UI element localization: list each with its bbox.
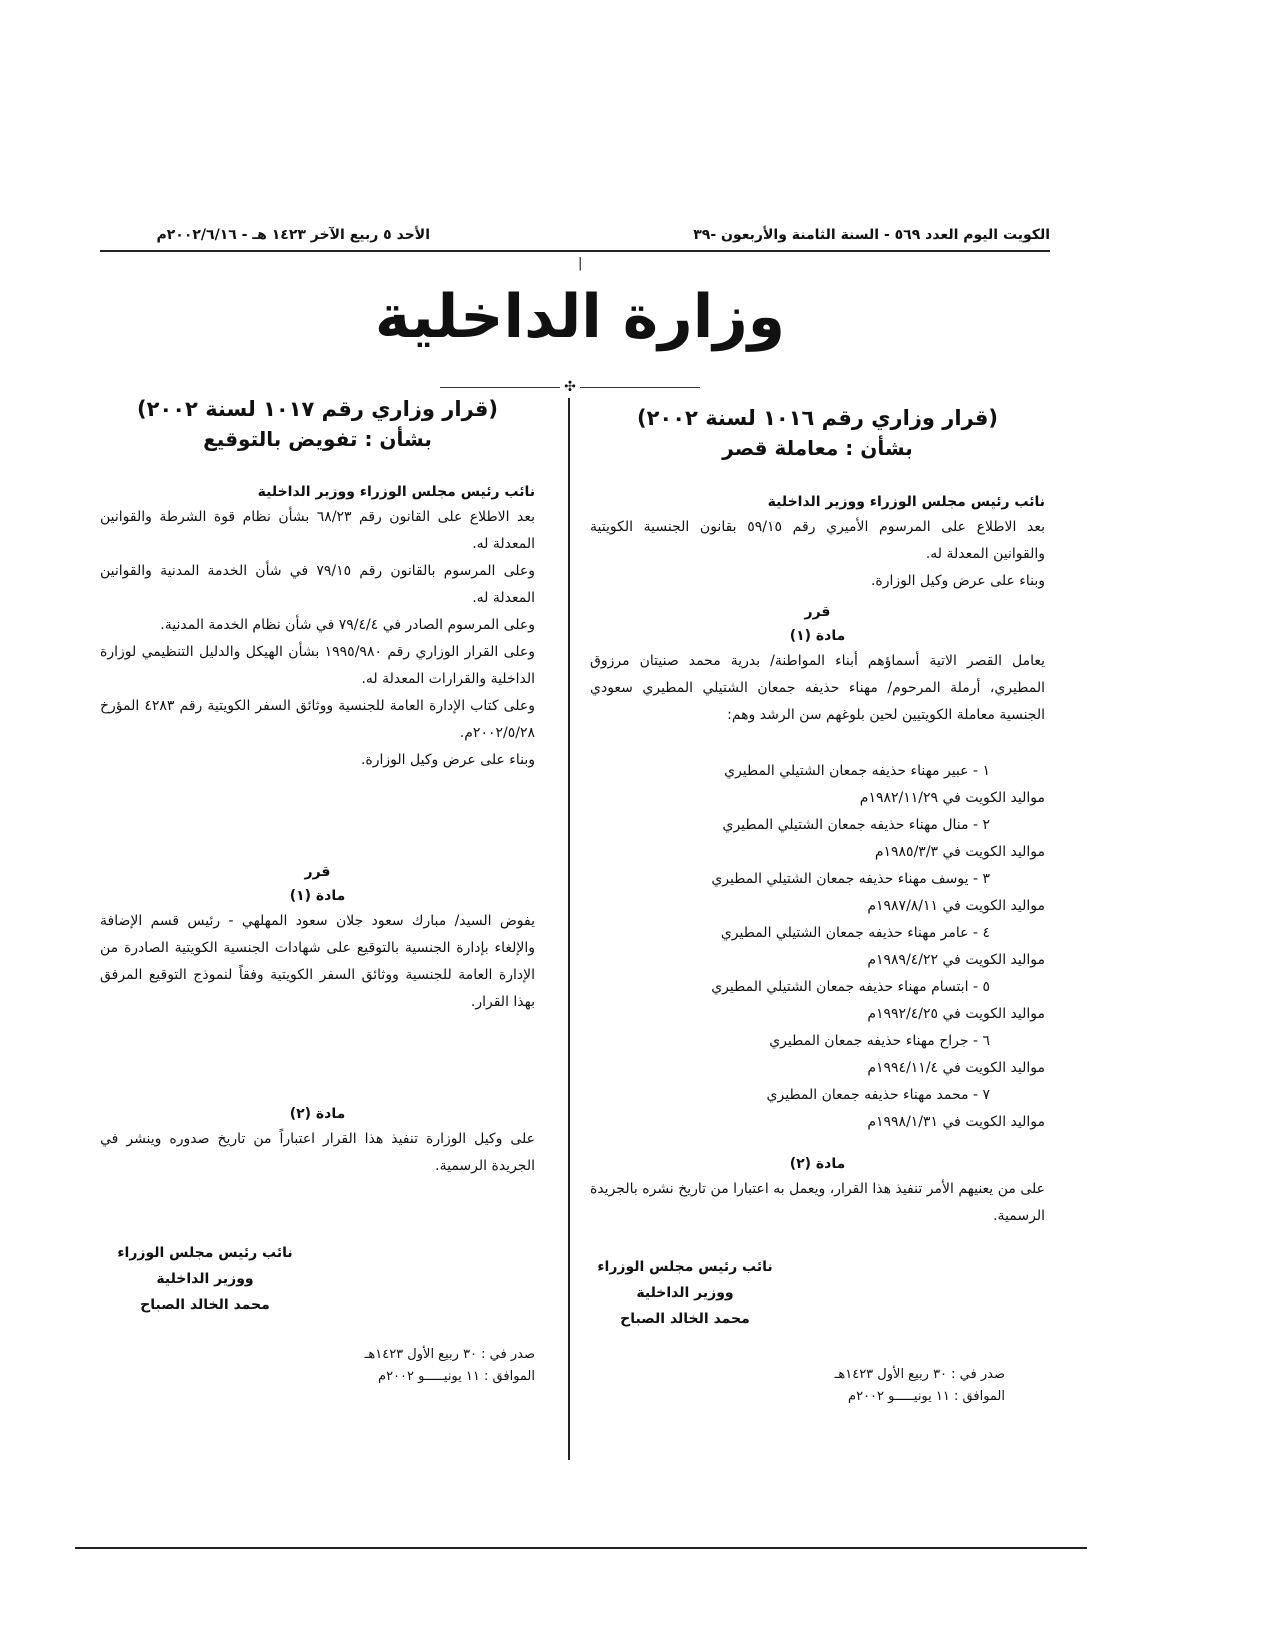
children-list xyxy=(590,758,1045,1136)
preamble-paragraph: وعلى المرسوم بالقانون رقم ٧٩/١٥ في شأن الخدمة المدنية والقوانين المعدلة له. xyxy=(100,563,535,606)
article-heading: مادة (١) xyxy=(289,888,346,904)
article-heading: مادة (٢) xyxy=(289,1106,346,1122)
signature-line: محمد الخالد الصباح xyxy=(140,1297,270,1313)
issued-block xyxy=(765,1364,1005,1408)
issued-equivalent: الموافق : ١١ يونيـــــو ٢٠٠٢م xyxy=(378,1369,535,1384)
preamble-paragraph: وبناء على عرض وكيل الوزارة. xyxy=(870,573,1045,589)
column-divider xyxy=(568,398,570,1460)
child-birth: مواليد الكويت في ١٩٨٥/٣/٣م xyxy=(874,844,1045,860)
article-text: على من يعنيهم الأمر تنفيذ هذا القرار، ويعمل به اعتبارا من تاريخ نشره بالجريدة الرسمية. xyxy=(590,1181,1045,1224)
ministry-title: وزارة الداخلية xyxy=(374,282,786,352)
decree-1017 xyxy=(100,0,535,1650)
child-name: ٧ - محمد مهناء حذيفه جمعان المطيري xyxy=(766,1087,990,1103)
article-text: يعامل القصر الاتية أسماؤهم أبناء المواطنة/ بدرية محمد صنيتان مرزوق المطيري، أرملة المرحوم/ مهناء حذيفه جمعان الشتيلي المطيري سعودي الجنسية معاملة الكويتيين لحين بلوغهم سن الرشد وهم: xyxy=(590,653,1045,723)
signature-line: نائب رئيس مجلس الوزراء xyxy=(117,1245,293,1261)
signature-line: ووزير الداخلية xyxy=(156,1271,254,1287)
child-birth: مواليد الكويت في ١٩٩٨/١/٣١م xyxy=(867,1114,1045,1130)
preamble-paragraph: وبناء على عرض وكيل الوزارة. xyxy=(360,752,535,768)
child-name: ٣ - يوسف مهناء حذيفه جمعان الشتيلي المطيري xyxy=(711,871,990,887)
signature-block xyxy=(105,1240,305,1318)
signature-line: محمد الخالد الصباح xyxy=(620,1311,750,1327)
child-birth: مواليد الكويت في ١٩٨٧/٨/١١م xyxy=(867,898,1045,914)
issued-date: صدر في : ٣٠ ربيع الأول ١٤٢٣هـ xyxy=(364,1347,535,1362)
divider-ornament-icon: ✣ xyxy=(560,377,580,397)
decree-subject: بشأن : معاملة قصر xyxy=(722,436,913,460)
preamble-paragraph: بعد الاطلاع على القانون رقم ٦٨/٢٣ بشأن نظام قوة الشرطة والقوانين المعدلة له. xyxy=(100,509,535,552)
header-tick: | xyxy=(578,256,583,271)
child-name: ١ - عبير مهناء حذيفه جمعان الشتيلي المطيري xyxy=(724,763,990,779)
child-name: ٤ - عامر مهناء حذيفه جمعان الشتيلي المطيري xyxy=(720,925,990,941)
decree-issuer: نائب رئيس مجلس الوزراء ووزير الداخلية xyxy=(257,484,535,500)
decree-title: (قرار وزاري رقم ١٠١٦ لسنة ٢٠٠٢) xyxy=(637,406,998,430)
signature-line: نائب رئيس مجلس الوزراء xyxy=(597,1259,773,1275)
article-text: يفوض السيد/ مبارك سعود جلان سعود المهلهي - رئيس قسم الإضافة والإلغاء بإدارة الجنسية بالتوقيع على شهادات الجنسية الكويتية الصادرة من الإدارة العامة للجنسية ووثائق السفر الكويتية وفقاً لنموذج التوقيع المرفق بهذا القرار. xyxy=(100,913,535,1010)
decree-subject: بشأن : تفويض بالتوقيع xyxy=(203,427,432,451)
article-heading: مادة (٢) xyxy=(789,1156,846,1172)
signature-block xyxy=(575,1254,795,1332)
issued-block xyxy=(305,1344,535,1388)
child-name: ٥ - ابتسام مهناء حذيفه جمعان الشتيلي المطيري xyxy=(711,979,990,995)
signature-line: ووزير الداخلية xyxy=(636,1285,734,1301)
article-text: على وكيل الوزارة تنفيذ هذا القرار اعتباراً من تاريخ صدوره وينشر في الجريدة الرسمية. xyxy=(100,1131,535,1174)
decided-heading: قرر xyxy=(304,864,331,880)
preamble-paragraph: وعلى القرار الوزاري رقم ١٩٩٥/٩٨٠ بشأن الهيكل والدليل التنظيمي لوزارة الداخلية والقرارات المعدلة له. xyxy=(100,644,536,687)
preamble-paragraph: وعلى المرسوم الصادر في ٧٩/٤/٤ في شأن نظام الخدمة المدنية. xyxy=(160,617,535,633)
issued-date: صدر في : ٣٠ ربيع الأول ١٤٢٣هـ xyxy=(834,1367,1005,1382)
decided-heading: قرر xyxy=(804,604,831,620)
preamble-paragraph: وعلى كتاب الإدارة العامة للجنسية ووثائق السفر الكويتية رقم ٤٢٨٣ المؤرخ ٢٠٠٢/٥/٢٨م. xyxy=(100,698,535,741)
preamble-paragraph: بعد الاطلاع على المرسوم الأميري رقم ٥٩/١٥ بقانون الجنسية الكويتية والقوانين المعدلة له. xyxy=(590,519,1045,562)
issued-equivalent: الموافق : ١١ يونيـــــو ٢٠٠٢م xyxy=(848,1389,1005,1404)
date-header: الأحد ٥ ربيع الآخر ١٤٢٣ هـ - ٢٠٠٢/٦/١٦م xyxy=(156,227,430,243)
issue-header: الكويت اليوم العدد ٥٦٩ - السنة الثامنة والأربعون -٣٩ xyxy=(693,227,1050,243)
child-birth: مواليد الكويت في ١٩٩٤/١١/٤م xyxy=(867,1060,1045,1076)
child-birth: مواليد الكويت في ١٩٨٩/٤/٢٢م xyxy=(867,952,1045,968)
article-heading: مادة (١) xyxy=(789,628,846,644)
decree-issuer: نائب رئيس مجلس الوزراء ووزير الداخلية xyxy=(767,494,1045,510)
decree-1016 xyxy=(590,0,1045,1650)
child-name: ٢ - منال مهناء حذيفه جمعان الشتيلي المطيري xyxy=(722,817,990,833)
child-name: ٦ - جراح مهناء حذيفه جمعان المطيري xyxy=(769,1033,990,1049)
child-birth: مواليد الكويت في ١٩٨٢/١١/٢٩م xyxy=(859,790,1045,806)
child-birth: مواليد الكويت في ١٩٩٢/٤/٢٥م xyxy=(867,1006,1045,1022)
decree-title: (قرار وزاري رقم ١٠١٧ لسنة ٢٠٠٢) xyxy=(137,397,498,421)
